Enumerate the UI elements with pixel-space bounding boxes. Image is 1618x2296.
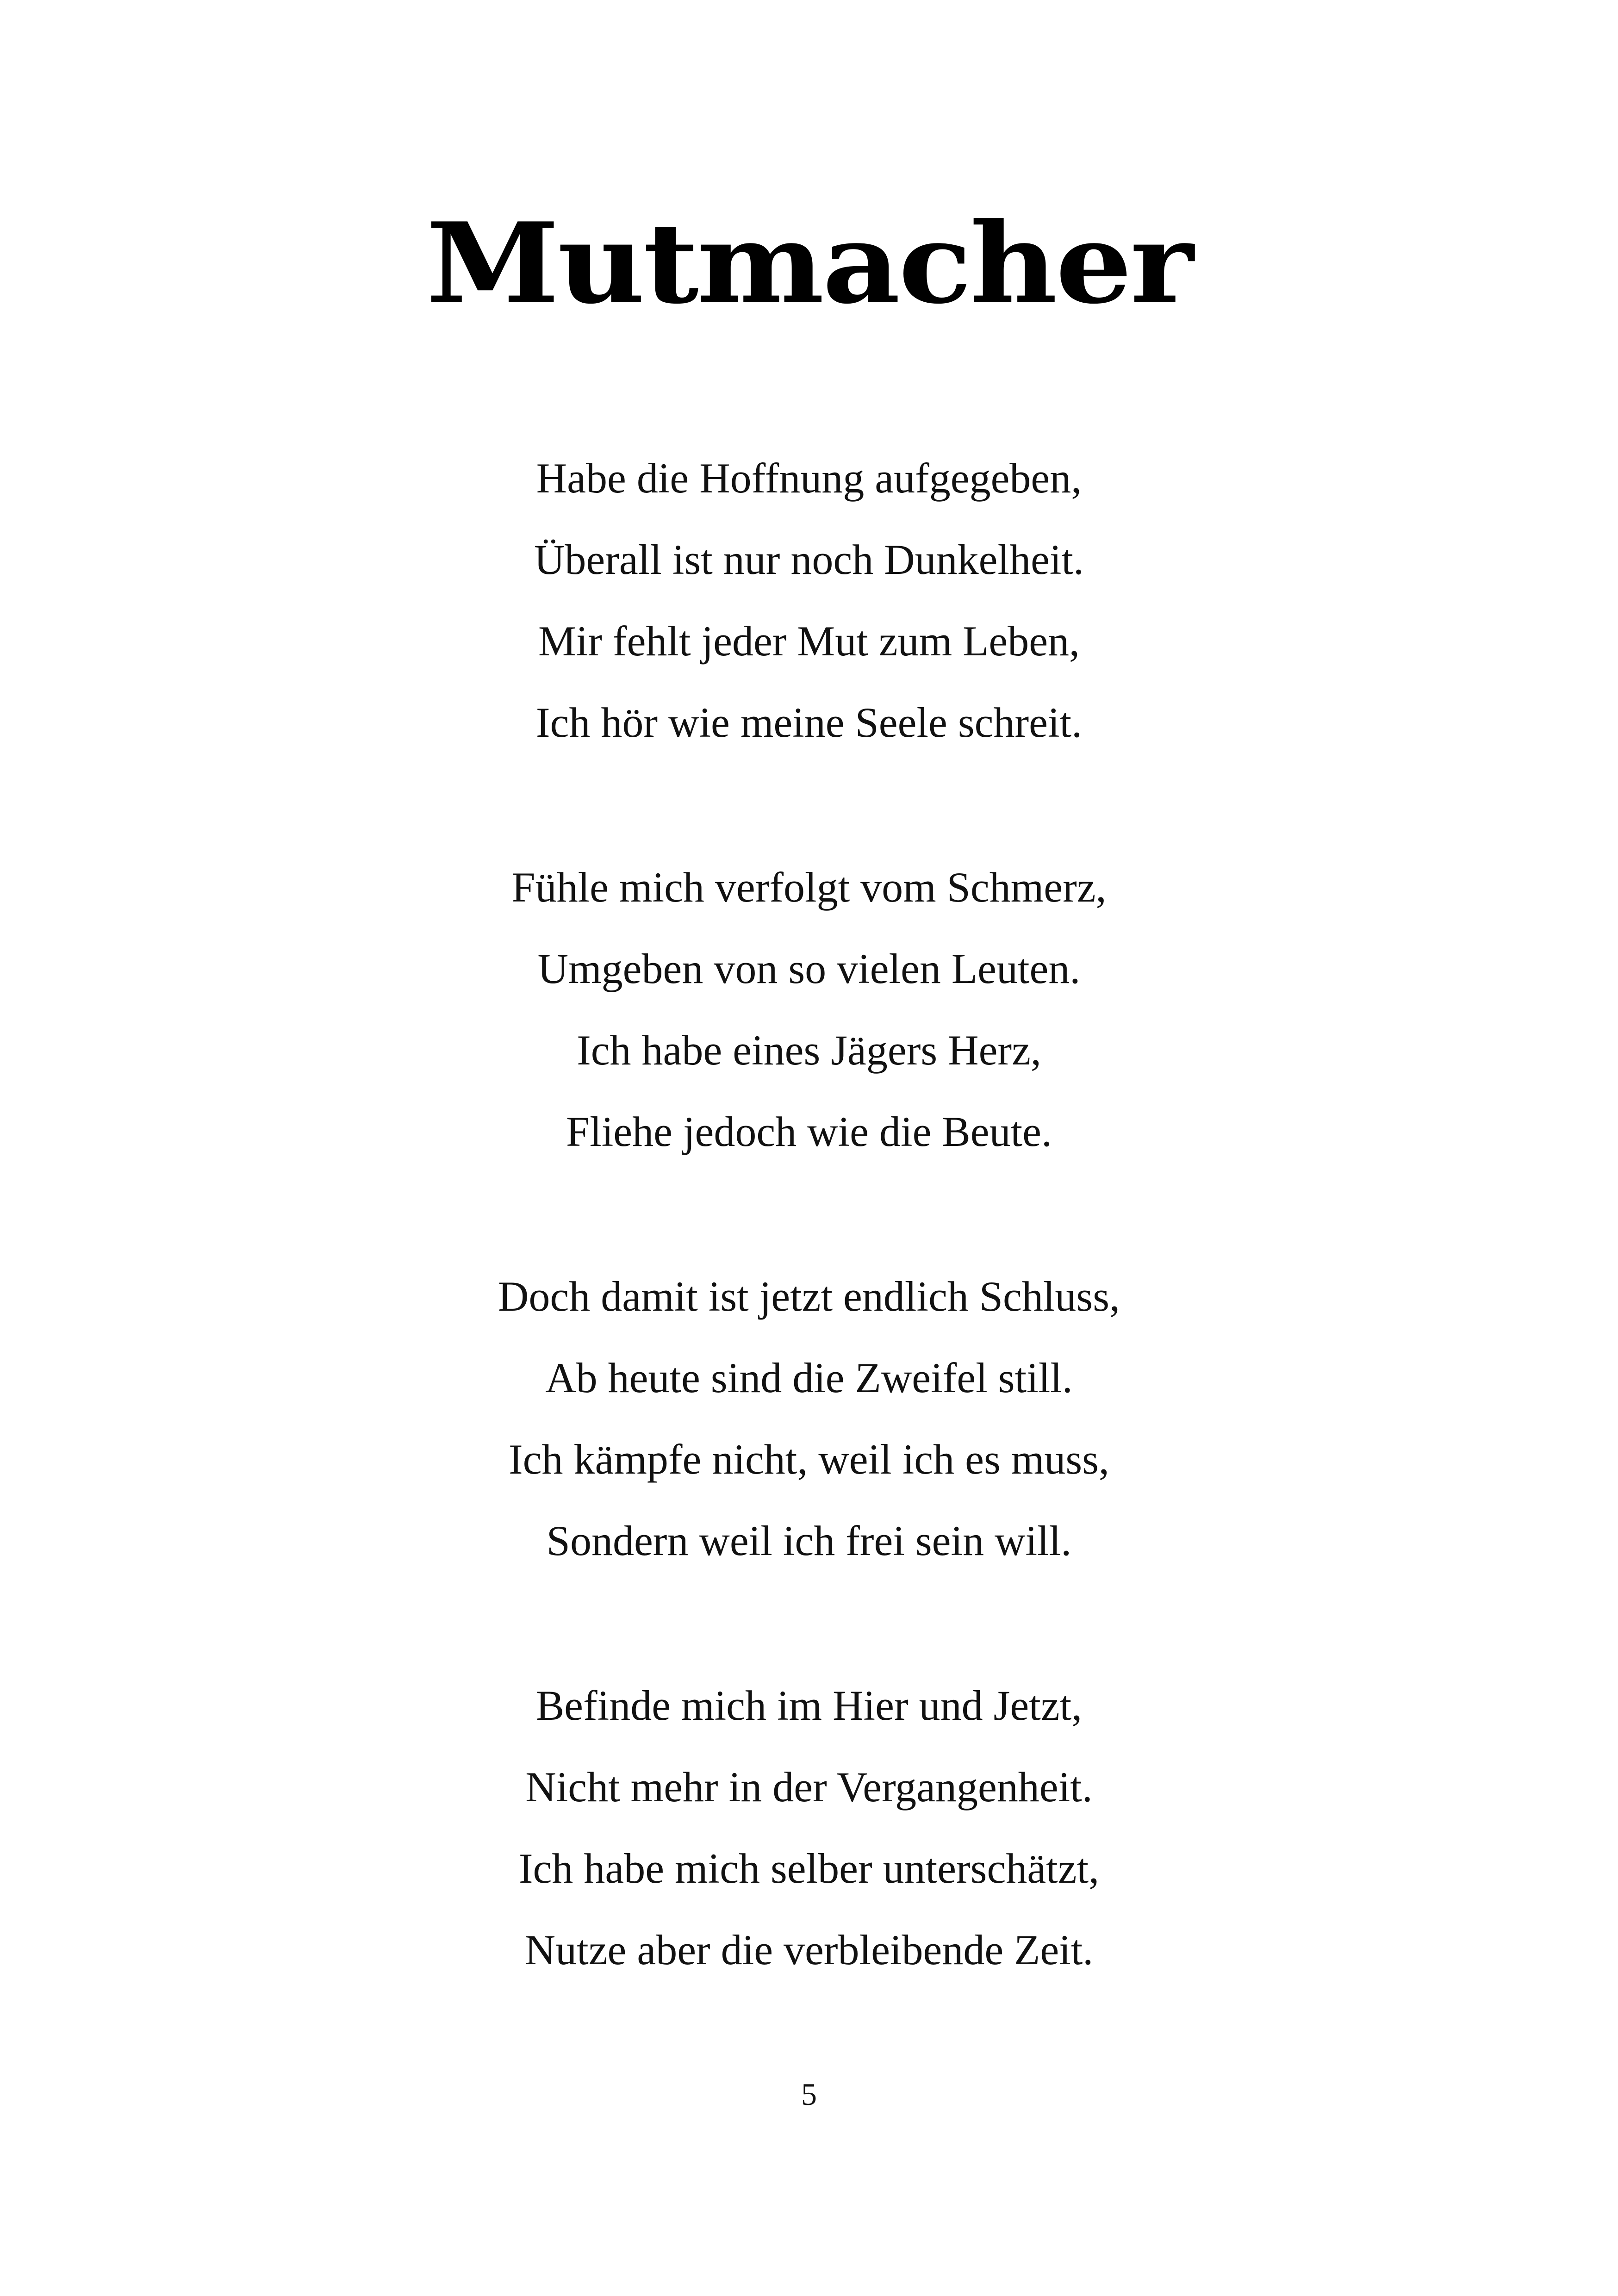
stanza-3 [0, 1256, 1618, 1581]
poem-line: Doch damit ist jetzt endlich Schluss, [498, 1273, 1120, 1320]
poem-line: Ich hör wie meine Seele schreit. [535, 699, 1083, 746]
poem-body [0, 437, 1618, 2074]
poem-line: Sondern weil ich frei sein will. [546, 1517, 1072, 1564]
stanza-2 [0, 846, 1618, 1172]
poem-line: Ich habe eines Jägers Herz, [577, 1027, 1041, 1074]
poem-line: Umgeben von so vielen Leuten. [537, 945, 1081, 992]
poem-title: Mutmacher [426, 199, 1192, 329]
poem-line: Befinde mich im Hier und Jetzt, [535, 1682, 1083, 1729]
poem-line: Mir fehlt jeder Mut zum Leben, [538, 617, 1080, 665]
poem-line: Nicht mehr in der Vergangenheit. [525, 1763, 1093, 1811]
poem-line: Ab heute sind die Zweifel still. [545, 1354, 1073, 1401]
stanza-1 [0, 437, 1618, 763]
poem-line: Überall ist nur noch Dunkelheit. [534, 536, 1084, 583]
poem-line: Habe die Hoffnung aufgegeben, [536, 454, 1082, 502]
stanza-4 [0, 1665, 1618, 1991]
poem-line: Ich habe mich selber unterschätzt, [518, 1845, 1100, 1892]
poem-line: Nutze aber die verbleibende Zeit. [524, 1926, 1094, 1973]
poem-line: Fühle mich verfolgt vom Schmerz, [511, 864, 1107, 911]
poem-line: Ich kämpfe nicht, weil ich es muss, [509, 1436, 1109, 1483]
poem-line: Fliehe jedoch wie die Beute. [566, 1108, 1052, 1155]
page-number: 5 [801, 2077, 817, 2112]
